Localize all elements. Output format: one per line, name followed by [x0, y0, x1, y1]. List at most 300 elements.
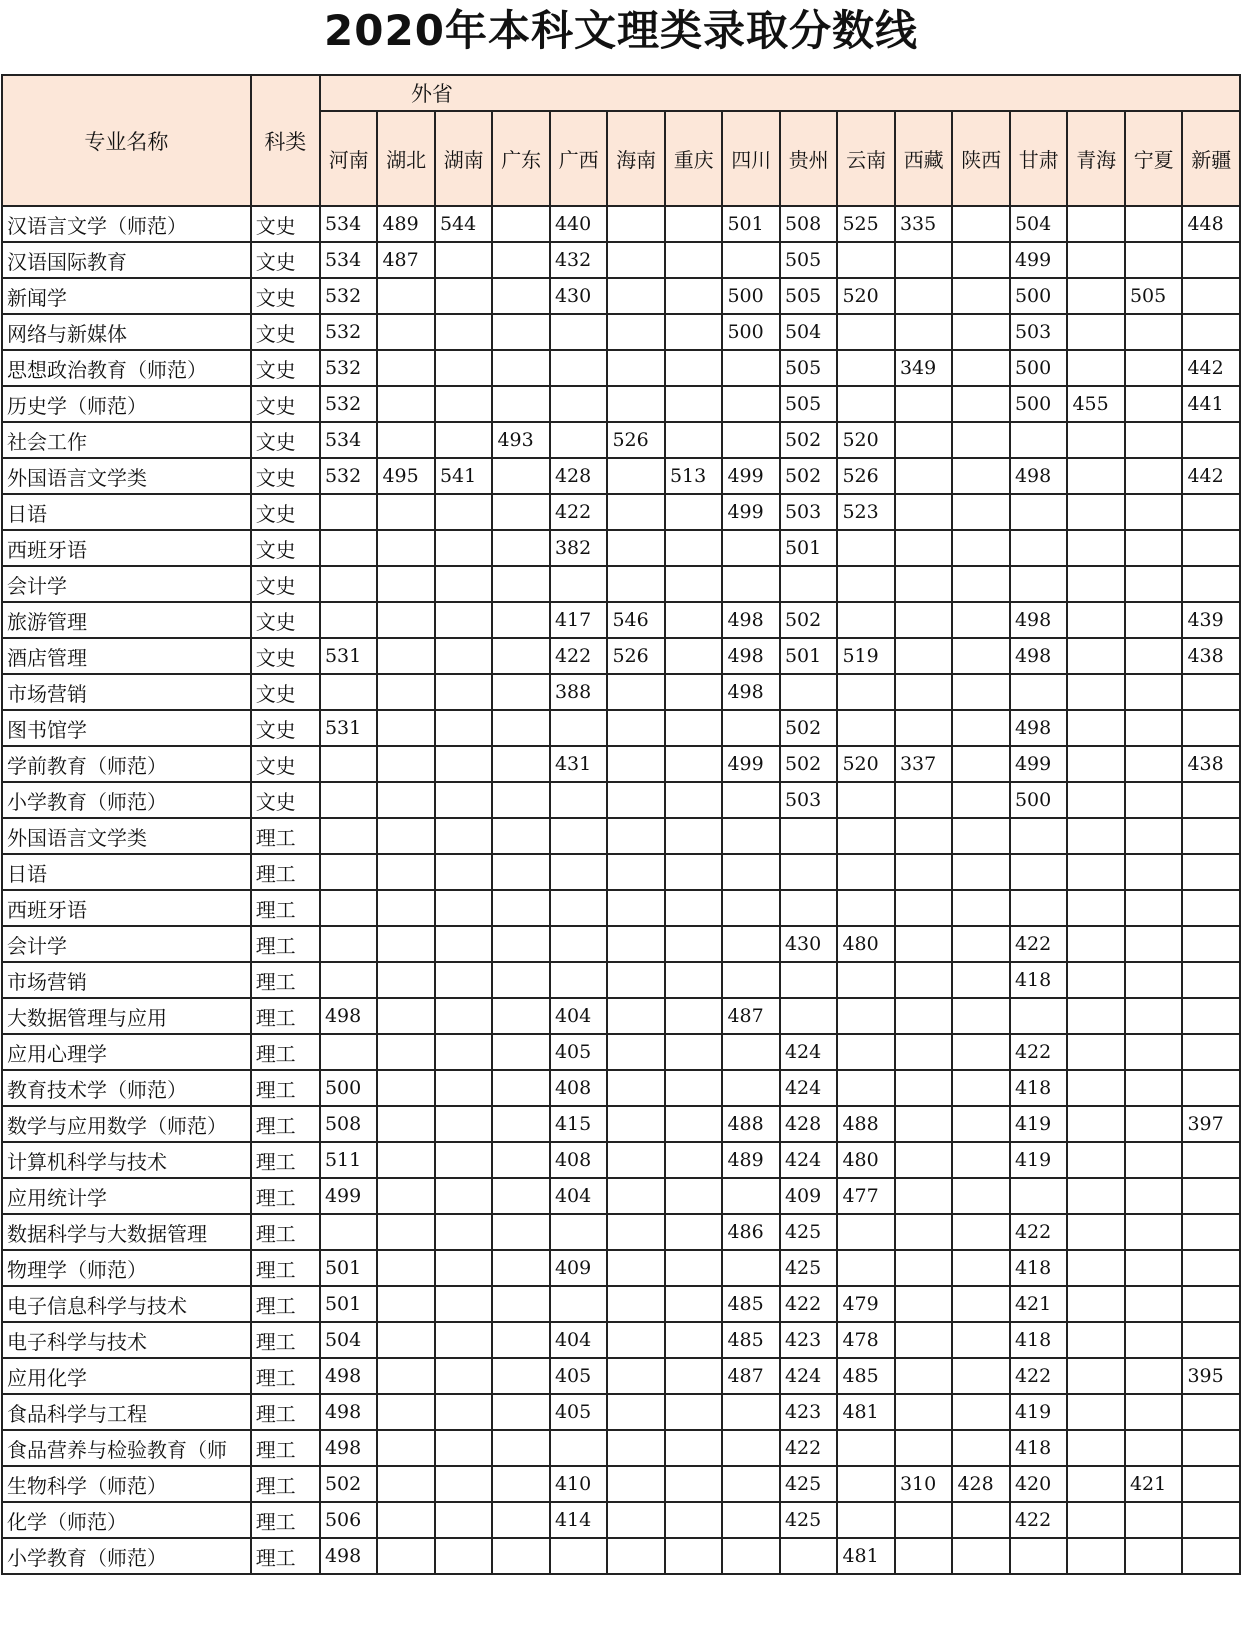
- score-cell: 502: [780, 710, 838, 746]
- score-cell: [550, 350, 608, 386]
- table-row: [2, 1466, 1240, 1502]
- score-cell: [320, 566, 378, 602]
- major-name-cell: 西班牙语: [2, 890, 251, 926]
- score-cell: [837, 890, 895, 926]
- score-cell: 532: [320, 458, 378, 494]
- score-cell: [665, 638, 723, 674]
- score-cell: [377, 530, 435, 566]
- category-cell: 文史: [251, 638, 320, 674]
- score-cell: 500: [1010, 350, 1068, 386]
- score-cell: [1182, 1286, 1240, 1322]
- category-cell: 理工: [251, 890, 320, 926]
- score-cell: [492, 854, 550, 890]
- score-cell: [837, 314, 895, 350]
- score-cell: [895, 242, 953, 278]
- header-province: 四川: [722, 111, 780, 206]
- category-cell: 文史: [251, 206, 320, 242]
- score-cell: [1182, 1322, 1240, 1358]
- score-cell: [1125, 602, 1183, 638]
- score-cell: [952, 1430, 1010, 1466]
- score-cell: [1125, 206, 1183, 242]
- score-cell: 502: [780, 746, 838, 782]
- table-row: [2, 1538, 1240, 1574]
- score-cell: 414: [550, 1502, 608, 1538]
- score-cell: 526: [607, 422, 665, 458]
- score-cell: 500: [1010, 278, 1068, 314]
- header-province: 广东: [492, 111, 550, 206]
- score-cell: [1125, 566, 1183, 602]
- score-cell: 508: [780, 206, 838, 242]
- score-cell: [722, 1466, 780, 1502]
- score-cell: [320, 674, 378, 710]
- score-cell: 532: [320, 350, 378, 386]
- score-cell: 520: [837, 746, 895, 782]
- score-cell: [1125, 350, 1183, 386]
- score-cell: [895, 926, 953, 962]
- score-cell: [550, 890, 608, 926]
- score-cell: 504: [1010, 206, 1068, 242]
- score-cell: [1182, 1502, 1240, 1538]
- score-cell: [435, 422, 493, 458]
- score-cell: [435, 314, 493, 350]
- score-cell: [492, 638, 550, 674]
- major-name-cell: 酒店管理: [2, 638, 251, 674]
- header-province: 宁夏: [1125, 111, 1183, 206]
- score-cell: [895, 494, 953, 530]
- score-cell: 495: [377, 458, 435, 494]
- score-cell: [320, 602, 378, 638]
- score-cell: [1182, 962, 1240, 998]
- table-row: [2, 1322, 1240, 1358]
- score-cell: [1067, 638, 1125, 674]
- score-cell: [607, 386, 665, 422]
- score-cell: [377, 350, 435, 386]
- category-cell: 理工: [251, 1286, 320, 1322]
- score-cell: [952, 998, 1010, 1034]
- score-cell: [492, 1034, 550, 1070]
- score-cell: [1125, 1034, 1183, 1070]
- table-row: [2, 1178, 1240, 1214]
- score-cell: [492, 386, 550, 422]
- table-row: [2, 1106, 1240, 1142]
- category-cell: 理工: [251, 1070, 320, 1106]
- score-cell: [722, 854, 780, 890]
- score-cell: 500: [320, 1070, 378, 1106]
- score-cell: [492, 1142, 550, 1178]
- score-cell: 424: [780, 1070, 838, 1106]
- score-cell: [895, 1214, 953, 1250]
- score-cell: [895, 638, 953, 674]
- score-cell: [435, 1250, 493, 1286]
- score-cell: [1067, 818, 1125, 854]
- score-cell: 498: [1010, 710, 1068, 746]
- score-cell: [377, 782, 435, 818]
- score-cell: [377, 1466, 435, 1502]
- score-cell: [837, 1502, 895, 1538]
- score-cell: 534: [320, 206, 378, 242]
- score-cell: [435, 494, 493, 530]
- score-cell: 505: [1125, 278, 1183, 314]
- score-cell: 499: [722, 746, 780, 782]
- score-cell: 498: [320, 998, 378, 1034]
- category-cell: 文史: [251, 350, 320, 386]
- score-cell: [435, 1178, 493, 1214]
- score-cell: 425: [780, 1250, 838, 1286]
- score-cell: [607, 854, 665, 890]
- score-cell: [1010, 854, 1068, 890]
- score-cell: [492, 926, 550, 962]
- score-cell: [665, 386, 723, 422]
- score-cell: [665, 314, 723, 350]
- score-cell: 498: [320, 1538, 378, 1574]
- score-cell: 422: [550, 638, 608, 674]
- score-cell: [550, 710, 608, 746]
- score-cell: 405: [550, 1394, 608, 1430]
- score-cell: 424: [780, 1034, 838, 1070]
- score-cell: 485: [722, 1286, 780, 1322]
- score-cell: [952, 242, 1010, 278]
- score-cell: [837, 818, 895, 854]
- score-cell: [435, 1322, 493, 1358]
- score-cell: [492, 1178, 550, 1214]
- score-cell: [607, 1142, 665, 1178]
- score-cell: [1182, 1538, 1240, 1574]
- score-cell: [1067, 350, 1125, 386]
- score-cell: [1010, 1178, 1068, 1214]
- score-cell: [377, 1358, 435, 1394]
- table-row: [2, 350, 1240, 386]
- score-cell: [1067, 566, 1125, 602]
- score-cell: [1067, 998, 1125, 1034]
- score-cell: [837, 782, 895, 818]
- score-cell: [665, 998, 723, 1034]
- major-name-cell: 会计学: [2, 926, 251, 962]
- score-cell: 438: [1182, 746, 1240, 782]
- table-row: [2, 1358, 1240, 1394]
- score-cell: 422: [780, 1286, 838, 1322]
- score-cell: [1067, 494, 1125, 530]
- score-cell: 335: [895, 206, 953, 242]
- major-name-cell: 电子信息科学与技术: [2, 1286, 251, 1322]
- score-cell: [665, 1394, 723, 1430]
- header-province: 新疆: [1182, 111, 1240, 206]
- score-cell: 422: [780, 1430, 838, 1466]
- score-cell: [952, 1358, 1010, 1394]
- score-cell: [492, 782, 550, 818]
- score-cell: [1182, 998, 1240, 1034]
- score-cell: [895, 422, 953, 458]
- score-cell: 489: [722, 1142, 780, 1178]
- score-cell: 419: [1010, 1394, 1068, 1430]
- score-cell: 480: [837, 1142, 895, 1178]
- score-cell: [1182, 1250, 1240, 1286]
- score-cell: [952, 530, 1010, 566]
- score-cell: [1067, 242, 1125, 278]
- score-cell: [1125, 1538, 1183, 1574]
- score-cell: 500: [1010, 386, 1068, 422]
- score-cell: [1182, 1466, 1240, 1502]
- category-cell: 理工: [251, 1322, 320, 1358]
- score-cell: 500: [722, 278, 780, 314]
- score-cell: [492, 458, 550, 494]
- score-cell: 397: [1182, 1106, 1240, 1142]
- score-cell: 531: [320, 638, 378, 674]
- score-cell: [377, 1142, 435, 1178]
- score-cell: [1067, 1538, 1125, 1574]
- score-cell: [435, 1430, 493, 1466]
- score-cell: 526: [607, 638, 665, 674]
- category-cell: 文史: [251, 602, 320, 638]
- score-cell: [1067, 206, 1125, 242]
- score-cell: [1067, 1502, 1125, 1538]
- score-cell: 422: [1010, 1214, 1068, 1250]
- score-cell: [1067, 1034, 1125, 1070]
- score-cell: [665, 530, 723, 566]
- score-cell: [607, 530, 665, 566]
- score-cell: [320, 530, 378, 566]
- score-cell: [492, 1466, 550, 1502]
- score-cell: 499: [722, 494, 780, 530]
- score-cell: [607, 1322, 665, 1358]
- score-cell: 486: [722, 1214, 780, 1250]
- score-cell: [550, 926, 608, 962]
- score-cell: [1182, 422, 1240, 458]
- score-cell: [1125, 638, 1183, 674]
- score-cell: [1182, 242, 1240, 278]
- score-cell: [435, 998, 493, 1034]
- score-cell: [320, 854, 378, 890]
- score-cell: [837, 566, 895, 602]
- major-name-cell: 应用化学: [2, 1358, 251, 1394]
- score-cell: 419: [1010, 1142, 1068, 1178]
- table-row: [2, 890, 1240, 926]
- score-cell: 409: [550, 1250, 608, 1286]
- category-cell: 理工: [251, 962, 320, 998]
- score-cell: [722, 386, 780, 422]
- score-cell: 493: [492, 422, 550, 458]
- score-cell: 498: [1010, 638, 1068, 674]
- score-cell: [952, 962, 1010, 998]
- category-cell: 理工: [251, 998, 320, 1034]
- score-cell: [780, 818, 838, 854]
- page-title: 2020年本科文理类录取分数线: [324, 6, 918, 55]
- score-cell: 498: [1010, 602, 1068, 638]
- header-category: 科类: [251, 75, 320, 206]
- major-name-cell: 网络与新媒体: [2, 314, 251, 350]
- score-cell: [952, 1106, 1010, 1142]
- score-cell: [837, 602, 895, 638]
- header-province-group: 外省: [320, 75, 1240, 111]
- table-row: [2, 854, 1240, 890]
- score-cell: [1010, 422, 1068, 458]
- table-row: [2, 566, 1240, 602]
- table-row: [2, 1034, 1240, 1070]
- score-cell: [1125, 1286, 1183, 1322]
- score-cell: [1182, 1070, 1240, 1106]
- score-cell: [952, 1070, 1010, 1106]
- score-cell: 425: [780, 1214, 838, 1250]
- category-cell: 文史: [251, 494, 320, 530]
- score-cell: [665, 890, 723, 926]
- score-cell: [1182, 674, 1240, 710]
- score-cell: [895, 1502, 953, 1538]
- score-cell: 498: [722, 674, 780, 710]
- score-cell: [607, 962, 665, 998]
- score-cell: [607, 710, 665, 746]
- score-cell: 419: [1010, 1106, 1068, 1142]
- score-cell: [492, 962, 550, 998]
- major-name-cell: 物理学（师范）: [2, 1250, 251, 1286]
- score-cell: 382: [550, 530, 608, 566]
- table-row: [2, 1286, 1240, 1322]
- score-cell: 404: [550, 1178, 608, 1214]
- score-cell: [1125, 710, 1183, 746]
- score-cell: [952, 746, 1010, 782]
- score-cell: [722, 350, 780, 386]
- score-cell: [377, 1394, 435, 1430]
- score-cell: [1182, 1394, 1240, 1430]
- score-cell: [665, 854, 723, 890]
- score-cell: [1125, 458, 1183, 494]
- category-cell: 理工: [251, 1394, 320, 1430]
- score-cell: 431: [550, 746, 608, 782]
- score-cell: [780, 998, 838, 1034]
- major-name-cell: 电子科学与技术: [2, 1322, 251, 1358]
- score-cell: [435, 710, 493, 746]
- score-cell: [895, 314, 953, 350]
- score-cell: [952, 1502, 1010, 1538]
- score-cell: [492, 1322, 550, 1358]
- score-cell: [952, 1394, 1010, 1430]
- major-name-cell: 会计学: [2, 566, 251, 602]
- score-cell: 531: [320, 710, 378, 746]
- table-row: [2, 1394, 1240, 1430]
- score-cell: [1182, 278, 1240, 314]
- score-cell: [377, 998, 435, 1034]
- score-cell: [1067, 1430, 1125, 1466]
- score-cell: [722, 1070, 780, 1106]
- score-cell: [1067, 1070, 1125, 1106]
- score-cell: [722, 1538, 780, 1574]
- score-cell: [1125, 1178, 1183, 1214]
- score-cell: [1125, 818, 1183, 854]
- score-cell: [377, 278, 435, 314]
- table-row: [2, 1502, 1240, 1538]
- score-cell: [837, 1034, 895, 1070]
- score-cell: [1125, 1394, 1183, 1430]
- score-cell: [377, 602, 435, 638]
- score-cell: [1067, 530, 1125, 566]
- score-cell: [952, 854, 1010, 890]
- score-cell: [1067, 782, 1125, 818]
- score-cell: [665, 1034, 723, 1070]
- score-cell: 501: [780, 638, 838, 674]
- score-cell: [665, 1214, 723, 1250]
- score-cell: 337: [895, 746, 953, 782]
- score-cell: 417: [550, 602, 608, 638]
- score-cell: [435, 386, 493, 422]
- score-cell: [895, 1178, 953, 1214]
- score-cell: [895, 818, 953, 854]
- category-cell: 理工: [251, 1466, 320, 1502]
- score-cell: 501: [780, 530, 838, 566]
- score-cell: [492, 494, 550, 530]
- score-cell: [665, 1358, 723, 1394]
- score-cell: [1125, 1358, 1183, 1394]
- table-row: [2, 530, 1240, 566]
- score-cell: [780, 962, 838, 998]
- header-province: 湖北: [377, 111, 435, 206]
- score-cell: [607, 458, 665, 494]
- score-cell: 422: [1010, 1502, 1068, 1538]
- score-cell: 532: [320, 278, 378, 314]
- major-name-cell: 历史学（师范）: [2, 386, 251, 422]
- score-cell: 410: [550, 1466, 608, 1502]
- major-name-cell: 市场营销: [2, 674, 251, 710]
- score-cell: [665, 242, 723, 278]
- score-cell: 500: [1010, 782, 1068, 818]
- table-row: [2, 242, 1240, 278]
- score-cell: [607, 674, 665, 710]
- category-cell: 文史: [251, 530, 320, 566]
- score-cell: [607, 1070, 665, 1106]
- score-cell: [607, 1178, 665, 1214]
- score-cell: [722, 818, 780, 854]
- score-cell: [607, 1214, 665, 1250]
- score-cell: [952, 638, 1010, 674]
- score-cell: [607, 746, 665, 782]
- score-cell: [665, 674, 723, 710]
- score-cell: 508: [320, 1106, 378, 1142]
- score-cell: 424: [780, 1142, 838, 1178]
- score-cell: [435, 782, 493, 818]
- score-cell: 502: [780, 458, 838, 494]
- score-cell: [665, 710, 723, 746]
- score-cell: [607, 1034, 665, 1070]
- score-cell: [435, 350, 493, 386]
- score-cell: [895, 854, 953, 890]
- score-cell: 405: [550, 1034, 608, 1070]
- category-cell: 文史: [251, 278, 320, 314]
- score-cell: [492, 746, 550, 782]
- major-name-cell: 西班牙语: [2, 530, 251, 566]
- category-cell: 文史: [251, 782, 320, 818]
- score-cell: [320, 1034, 378, 1070]
- category-cell: 理工: [251, 818, 320, 854]
- score-cell: [607, 1106, 665, 1142]
- score-cell: [665, 278, 723, 314]
- score-cell: 499: [320, 1178, 378, 1214]
- score-cell: [492, 1502, 550, 1538]
- score-cell: [1182, 1214, 1240, 1250]
- score-cell: [722, 422, 780, 458]
- major-name-cell: 应用心理学: [2, 1034, 251, 1070]
- score-cell: [607, 782, 665, 818]
- score-cell: [665, 1070, 723, 1106]
- score-cell: [435, 278, 493, 314]
- score-cell: [895, 1358, 953, 1394]
- admission-score-table: [1, 74, 1241, 1575]
- score-cell: [837, 530, 895, 566]
- score-cell: 480: [837, 926, 895, 962]
- score-cell: [952, 566, 1010, 602]
- score-cell: [377, 1502, 435, 1538]
- score-cell: 498: [320, 1394, 378, 1430]
- score-cell: [550, 782, 608, 818]
- score-cell: 502: [320, 1466, 378, 1502]
- score-cell: [607, 998, 665, 1034]
- score-cell: [377, 1250, 435, 1286]
